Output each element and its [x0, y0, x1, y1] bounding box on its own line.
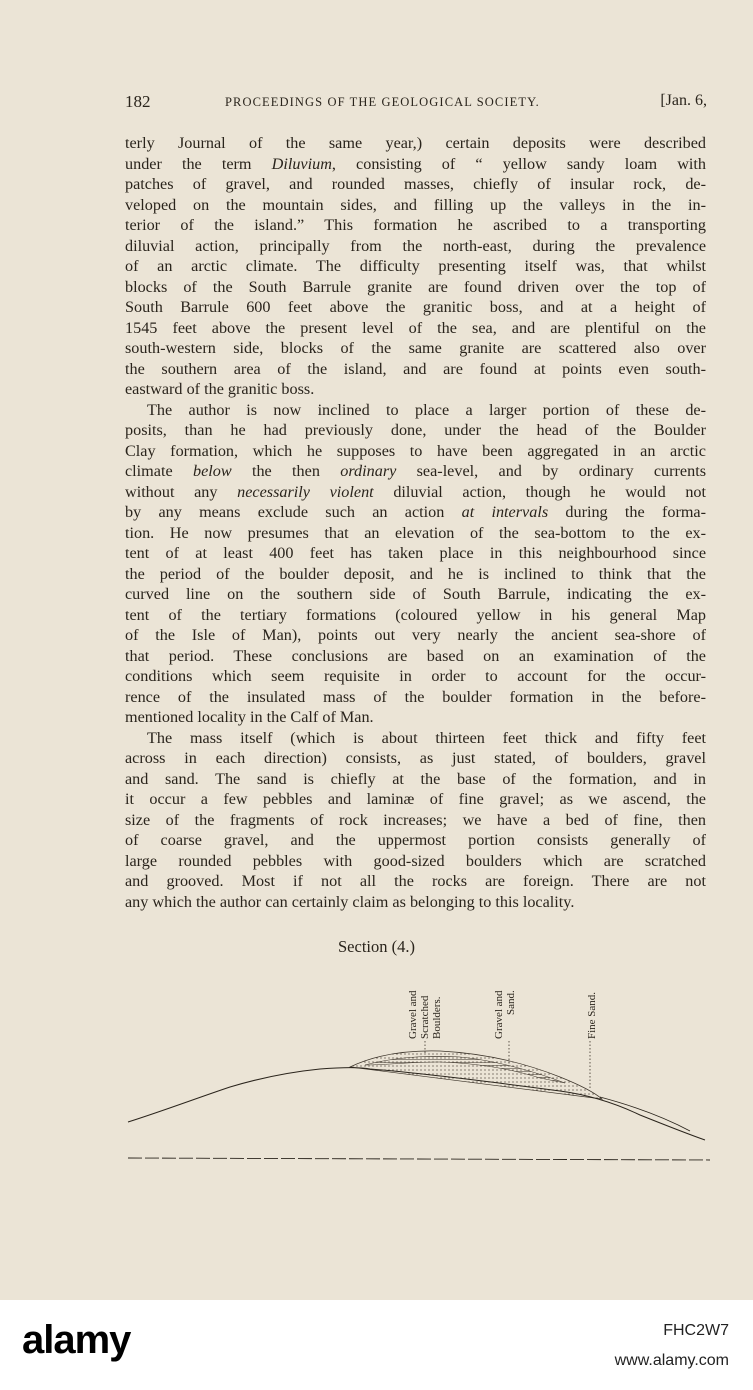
text-line: of coarse gravel, and the uppermost portion consists generally of — [125, 831, 706, 849]
text-line: Clay formation, which he supposes to have been aggregated in an arctic — [125, 441, 706, 460]
text-line: conditions which seem requisite in order to account for the occur- — [125, 667, 706, 685]
label-gravel-sand-2: Sand. — [505, 990, 517, 1015]
page-header — [125, 92, 707, 116]
text-line: blocks of the South Barrule granite are found driven over the top of — [125, 277, 706, 296]
text-line: large rounded pebbles with good-sized boulders which are scratched — [125, 851, 706, 870]
text-line: South Barrule 600 feet above the granitic boss, and at a height of — [125, 298, 706, 316]
text-line: and grooved. Most if not all the rocks are foreign. There are not — [125, 872, 706, 890]
sea-level-line — [128, 1158, 710, 1160]
text-line: curved line on the southern side of South Barrule, indicating the ex- — [125, 585, 706, 603]
running-title: PROCEEDINGS OF THE GEOLOGICAL SOCIETY. — [225, 95, 540, 109]
text-line: diluvial action, principally from the north-east, during the prevalence — [125, 236, 706, 255]
text-line: posits, than he had previously done, under the head of the Boulder — [125, 421, 706, 439]
geological-section-diagram — [120, 965, 720, 1175]
site-url: www.alamy.com — [614, 1352, 729, 1369]
text-line: the period of the boulder deposit, and he is inclined to think that the — [125, 564, 706, 583]
label-gravel-boulders-1: Gravel and — [407, 990, 419, 1039]
text-line: that period. These conclusions are based on an examination of the — [125, 646, 706, 665]
label-gravel-boulders-2: Scratched — [419, 995, 431, 1039]
page-number: 182 — [125, 92, 151, 111]
text-line: across in each direction) consists, as just stated, of boulders, gravel — [125, 749, 706, 767]
text-line: terly Journal of the same year,) certain deposits were described — [125, 134, 706, 152]
watermark-footer — [0, 1300, 753, 1390]
text-line: climate below the then ordinary sea-level, and by ordinary currents — [125, 462, 706, 480]
text-line: mentioned locality in the Calf of Man. — [125, 708, 374, 726]
text-line: 1545 feet above the present level of the sea, and are plentiful on the — [125, 318, 706, 337]
text-line: by any means exclude such an action at intervals during the forma- — [125, 503, 706, 521]
figure-caption: Section (4.) — [338, 937, 415, 956]
text-line: any which the author can certainly claim as belonging to this locality. — [125, 892, 575, 911]
text-line: of an arctic climate. The difficulty presenting itself was, that whilst — [125, 257, 706, 275]
text-line: The mass itself (which is about thirteen feet thick and fifty feet — [147, 728, 706, 747]
header-date: [Jan. 6, — [660, 92, 707, 109]
label-gravel-boulders-3: Boulders. — [431, 996, 443, 1039]
text-line: rence of the insulated mass of the boulder formation in the before- — [125, 687, 706, 706]
text-line: tent of the tertiary formations (coloured yellow in his general Map — [125, 605, 706, 624]
label-gravel-sand-1: Gravel and — [493, 990, 505, 1039]
text-line: size of the fragments of rock increases; we have a bed of fine, then — [125, 810, 706, 829]
text-line: of the Isle of Man), points out very nearly the ancient sea-shore of — [125, 626, 706, 644]
text-line: tent of at least 400 feet has taken place in this neighbourhood since — [125, 544, 706, 562]
body-text — [125, 133, 706, 912]
text-line: south-western side, blocks of the same granite are scattered also over — [125, 339, 706, 357]
text-line: patches of gravel, and rounded masses, chiefly of insular rock, de- — [125, 175, 706, 193]
text-line: without any necessarily violent diluvial action, though he would not — [125, 482, 706, 501]
text-line: under the term Diluvium, consisting of “ yellow sandy loam with — [125, 154, 706, 173]
text-line: eastward of the granitic boss. — [125, 380, 315, 398]
vertical-labels — [407, 990, 598, 1039]
text-line: the southern area of the island, and are found at points even south- — [125, 359, 706, 378]
text-line: terior of the island.” This formation he ascribed to a transporting — [125, 216, 706, 234]
label-fine-sand: Fine Sand. — [586, 991, 598, 1039]
brand-logo: alamy — [22, 1318, 131, 1362]
text-line: The author is now inclined to place a larger portion of these de- — [147, 400, 706, 419]
image-id: FHC2W7 — [663, 1322, 729, 1339]
text-line: and sand. The sand is chiefly at the base of the formation, and in — [125, 769, 706, 788]
text-line: tion. He now presumes that an elevation of the sea-bottom to the ex- — [125, 523, 706, 542]
text-line: veloped on the mountain sides, and filling up the valleys in the in- — [125, 195, 706, 214]
text-line: it occur a few pebbles and laminæ of fine gravel; as we ascend, the — [125, 790, 706, 808]
shore-slope-line — [600, 1097, 690, 1131]
ground-profile-line — [128, 1068, 705, 1141]
